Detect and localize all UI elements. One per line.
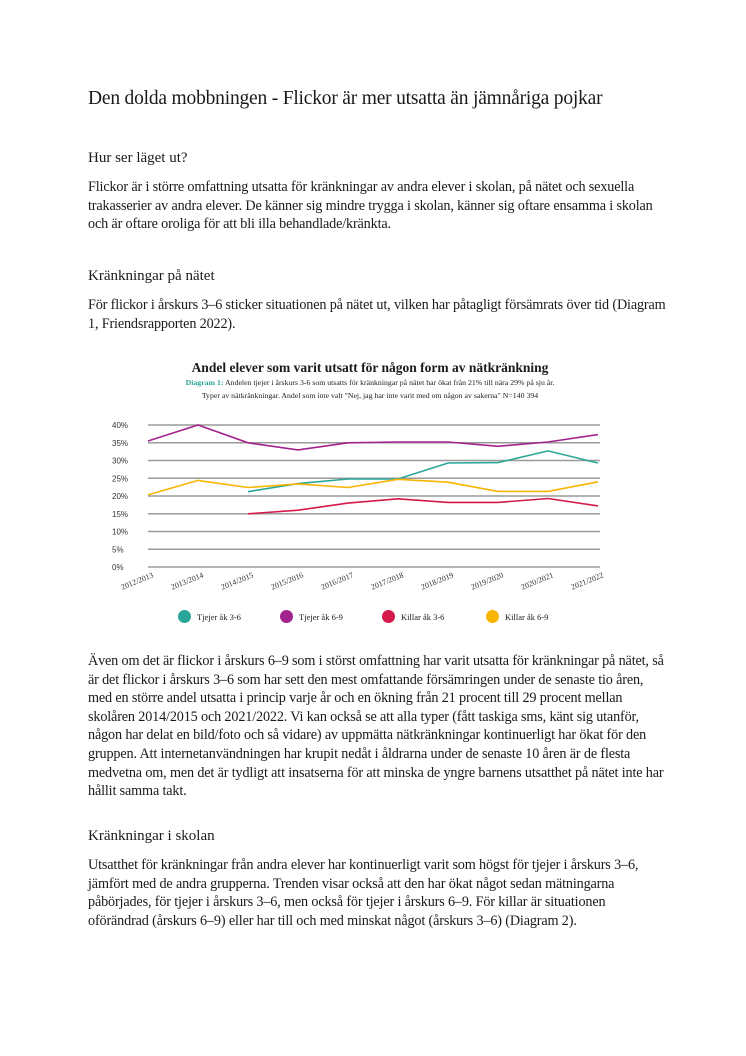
series-line: [248, 451, 598, 492]
y-tick-label: 35%: [112, 438, 129, 448]
series-line: [148, 479, 598, 495]
page-title: Den dolda mobbningen - Flickor är mer utsatta än jämnåriga pojkar: [88, 88, 603, 109]
y-tick-label: 10%: [112, 527, 129, 537]
x-tick-label: 2020/2021: [519, 570, 555, 592]
diagram-label: Diagram 1:: [185, 378, 224, 387]
legend-item: [178, 610, 241, 623]
y-tick-label: 30%: [112, 456, 129, 466]
x-tick-label: 2013/2014: [169, 570, 205, 592]
paragraph-online-intro: För flickor i årskurs 3–6 sticker situationen på nätet ut, vilken har påtagligt försämrats över tid (Diagram 1, Friendsrapporten 2022).: [88, 297, 666, 332]
y-tick-label: 5%: [112, 545, 124, 555]
legend-item: [280, 610, 343, 623]
chart-subtitle-text: Andelen tjejer i årskurs 3-6 som utsatts för kränkningar på nätet har ökat från 21% till nära 29% på sju år.: [225, 378, 555, 387]
x-tick-label: 2014/2015: [219, 570, 255, 592]
chart-legend: [110, 610, 630, 630]
paragraph-school: Utsatthet för kränkningar från andra elever har kontinuerligt varit som högst för tjejer i årskurs 3–6, jämfört med de andra grupperna. Trenden visar också att den har ökat något sedan mätningarna påbörjades, för tjejer i årskurs 3–6, men också för tjejer i årskurs 6–9. För killar är situationen oförändrad (årskurs 6–9) eller har till och med minskat något (årskurs 3–6) (Diagram 2).: [88, 857, 639, 929]
y-tick-label: 25%: [112, 474, 129, 484]
legend-item: [382, 610, 444, 623]
chart-subtitle-2: Typer av nätkränkningar. Andel som inte valt "Nej, jag har inte varit med om någon av sakerna" N=140 394: [201, 391, 539, 400]
x-tick-label: 2015/2016: [269, 570, 305, 592]
chart-title: Andel elever som varit utsatt för någon form av nätkränkning: [191, 360, 549, 375]
legend-swatch-icon: [382, 610, 395, 623]
y-tick-label: 20%: [112, 492, 129, 501]
section-heading-online: Kränkningar på nätet: [88, 268, 215, 284]
y-tick-label: 40%: [112, 421, 129, 430]
y-tick-label: 15%: [112, 509, 129, 519]
series-line: [148, 425, 598, 450]
x-tick-label: 2019/2020: [469, 570, 505, 592]
legend-label: Killar åk 3-6: [401, 611, 445, 622]
plot-area: [110, 358, 630, 618]
legend-label: Killar åk 6-9: [505, 611, 549, 622]
paragraph-online-analysis: Även om det är flickor i årskurs 6–9 som i störst omfattning har varit utsatta för kränkningar på nätet, så är det flickor i årskurs 3–6 som har sett den mest omfattande försämringen under de senaste tio åren, med en större andel utsatta i princip varje år och en ökning från 21 procent till 29 procent mellan skolåren 2014/2015 och 2021/2022. Vi kan också se att alla typer (fått taskiga sms, känt sig utanför, någon har delat en bild/foto och så vidare) av uppmätta nätkränkningar kontinuerligt har ökat för den gruppen. Att internetanvändningen har krupit nedåt i åldrarna under de senaste 10 åren är de flesta medvetna om, men det är tydligt att insatserna för att minska de yngre barnens utsatthet på nätet inte har hållit samma takt.: [88, 653, 664, 800]
section-heading-school: Kränkningar i skolan: [88, 828, 215, 844]
legend-swatch-icon: [280, 610, 293, 623]
x-tick-label: 2018/2019: [419, 570, 455, 592]
y-tick-label: 0%: [112, 563, 124, 572]
x-tick-label: 2021/2022: [569, 570, 605, 592]
legend-item: [486, 610, 548, 623]
section-heading-situation: Hur ser läget ut?: [88, 150, 188, 166]
legend-swatch-icon: [178, 610, 191, 623]
paragraph-situation: Flickor är i större omfattning utsatta för kränkningar av andra elever i skolan, på nätet och sexuella trakasserier av andra elever. De känner sig mindre trygga i skolan, känner sig oftare ensamma i skolan och är oftare oroliga för att bli illa behandlade/kränkta.: [88, 179, 653, 233]
legend-label: Tjejer åk 6-9: [299, 611, 343, 622]
legend-label: Tjejer åk 3-6: [197, 611, 241, 622]
x-tick-label: 2017/2018: [369, 570, 405, 592]
line-chart-figure: [110, 358, 630, 638]
x-tick-label: 2012/2013: [119, 570, 155, 592]
series-line: [248, 499, 598, 514]
x-tick-label: 2016/2017: [319, 570, 355, 592]
legend-swatch-icon: [486, 610, 499, 623]
